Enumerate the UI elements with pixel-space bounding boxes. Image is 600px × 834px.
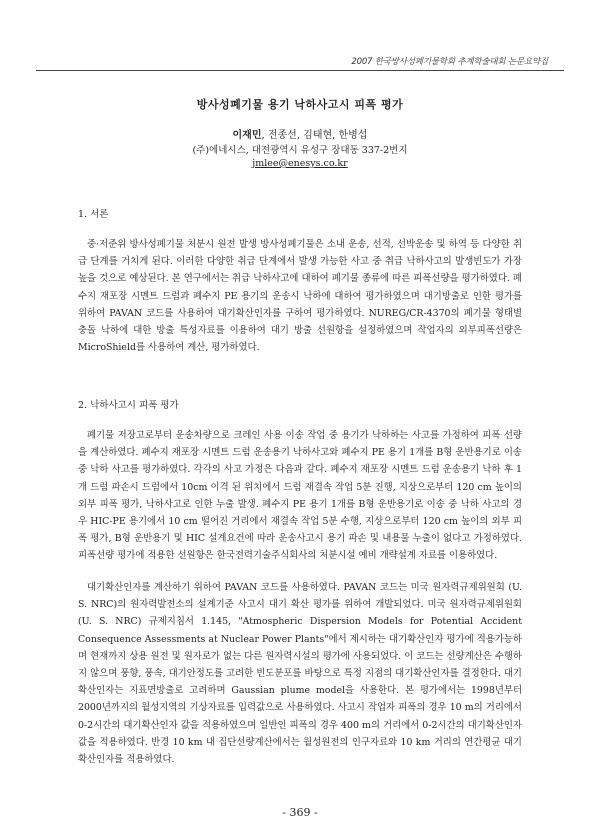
page-number: - 369 - (282, 806, 318, 819)
intro-paragraph: 중·저준위 방사성폐기물 처분시 원전 발생 방사성폐기물은 소내 운송, 선적, 선박운송 및 하역 등 다양한 취급 단계를 거치게 된다. 이러한 다양한 취급 단계에서 발생 가능한 사고 중 취급 낙하사고의 발생빈도가 가장 높을 것으로 예상된다. 본 연구에서는 취급 낙하사고에 대하여 폐기물 종류에 따른 피폭선량을 평가하였다. 폐수지 재포장 시멘트 드럼과 폐수지 PE 용기의 운송시 낙하에 대하여 평가하였으며 대기방출로 인한 평가를 위하여 PAVAN 코드를 사용하여 대기확산인자를 구하여 평가하였다. NUREG/CR-4370의 폐기물 형태별 충돌 낙하에 대한 방출 특성자료를 이용하여 대기 방출 선원항을 설정하였으며 작업자의 외부피폭선량은 MicroShield를 사용하여 계산, 평가하였다. (78, 239, 522, 354)
drop-accident-paragraph-1: 폐기물 저장고로부터 운송차량으로 크레인 사용 이송 작업 중 용기가 낙하하는 사고를 가정하여 피폭 선량을 계산하였다. 폐수지 재포장 시멘트 드럼 운송용기 낙하사고와 폐수지 PE 용기 1개를 B형 운반용기로 이송 중 낙하 사고를 평가하였다. 각각의 사고 가정은 다음과 같다. 폐수지 재포장 시멘트 드럼 운송용기 낙하 후 1개 드럼 파손시 드럼에서 10cm 이격 된 위치에서 드럼 재결속 작업 5분 진행, 지상으로부터 120 cm 높이의 외부 피폭 평가, 낙하사고로 인한 누출 발생. 폐수지 PE 용기 1개를 B형 운반용기로 이송 중 낙하 사고의 경우 HIC-PE 용기에서 10 cm 떨어진 거리에서 재결속 작업 5분 수행, 지상으로부터 120 cm 높이의 외부 피폭 평가, B형 운반용기 및 HIC 설계요건에 따라 운송사고시 용기 파손 및 내용물 누출이 없다고 가정하였다. 피폭선량 평가에 적용한 선원항은 한국전력기술주식회사의 처분시설 예비 개략설계 자료를 이용하였다. (78, 430, 522, 562)
header-rule (36, 70, 564, 71)
coauthors: , 전종선, 김태현, 한병섭 (261, 130, 368, 141)
drop-accident-paragraph-2: 대기확산인자를 계산하기 위하여 PAVAN 코드를 사용하였다. PAVAN 코드는 미국 원자력규제위원회 (U. S. NRC)의 원자력발전소의 설계기준 사고시 대기 확산 평가를 위하여 개발되었다. 미국 원자력규제위원회 (U. S. NRC) 규제지침서 1.145, "Atmospheric Dispersion Models for Potential Accident Consequence Assessments at Nuclear Power Plants"에서 제시하는 대기확산인자 평가에 적용가능하며 현재까지 상용 원전 및 원자로가 없는 다른 원자력시설의 평가에 사용되었다. 이 코드는 선량계산은 수행하지 않으며 풍향, 풍속, 대기안정도를 고려한 빈도분포를 바탕으로 특정 지점의 대기확산인자를 결정한다. 대기확산인자는 지표면방출로 고려하며 Gaussian plume model을 사용한다. 본 평가에서는 1998년부터 2000년까지의 월성지역의 기상자료를 입력값으로 사용하였다. 사고시 작업자 피폭의 경우 10 m의 거리에서 0-2시간의 대기확산인자 값을 적용하였으며 일반인 피폭의 경우 400 m의 거리에서 0-2시간의 대기확산인자 값을 적용하였다. 반경 10 km 내 집단선량계산에서는 월성원전의 인구자료와 10 km 거리의 연간평균 대기확산인자를 적용하였다. (78, 582, 522, 766)
section-heading-intro: 1. 서론 (78, 209, 109, 220)
affiliation: (주)에네시스, 대전광역시 유성구 장대동 337-2번지 (192, 145, 408, 156)
author-email[interactable]: jmlee@enesys.co.kr (252, 158, 348, 169)
paper-title: 방사성폐기물 용기 낙하사고시 피폭 평가 (196, 98, 404, 111)
author-line (0, 126, 600, 141)
section-heading-drop-accident: 2. 낙하사고시 피폭 평가 (78, 400, 179, 411)
presenting-author: 이재민 (232, 130, 262, 141)
conference-header: 2007 한국방사성폐기물학회 추계학술대회 논문요약집 (351, 57, 548, 67)
